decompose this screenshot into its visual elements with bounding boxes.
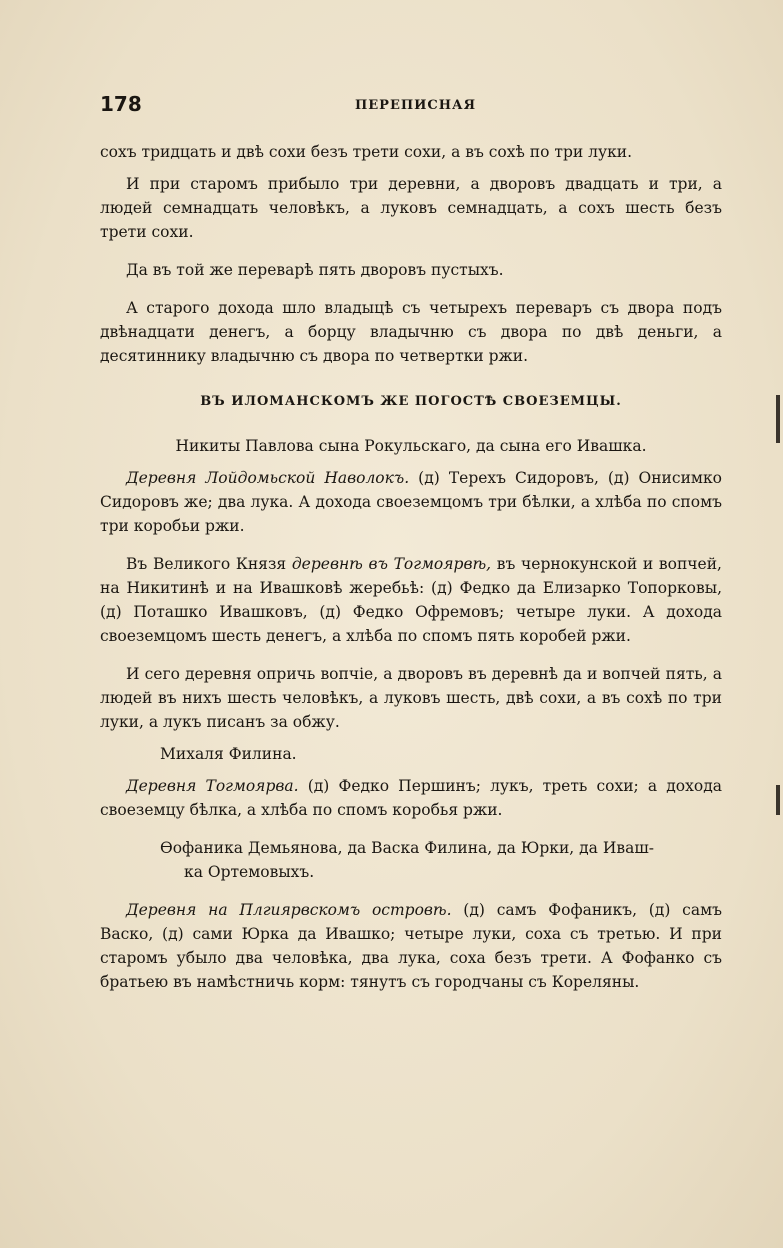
page-body — [100, 140, 722, 1008]
paragraph: И при старомъ прибыло три деревни, а дворовъ двадцать и три, а людей семнадцать человѣкъ, а луковъ семнадцать, а сохъ шесть безъ трети сохи. — [100, 175, 722, 241]
paragraph-text: (д) самъ Фофаникъ, (д) самъ Васко, (д) сами Юрка да Ивашко; четыре луки, соха съ третью. И при старомъ убыло два человѣка, два лука, соха безъ трети. А Фофанко съ братьею въ намѣстничь корм: тянутъ съ городчаны съ Кореляны. — [100, 901, 722, 991]
paragraph: сохъ тридцать и двѣ сохи безъ трети сохи, а въ сохѣ по три луки. — [100, 143, 633, 161]
paragraph-lead: Въ Великого Князя — [126, 555, 292, 573]
owner-line: Михаля Филина. — [160, 745, 297, 763]
paragraph — [100, 774, 722, 822]
paragraph: А старого дохода шло владыцѣ съ четырехъ переваръ съ двора подъ двѣнадцати денегъ, а борцу владычню съ двора по двѣ деньги, а десятиннику владычню съ двора по четвертки ржи. — [100, 299, 722, 365]
place-name: деревнѣ въ Тогмоярвѣ, — [291, 555, 492, 573]
place-name: Деревня на Плгиярвскомъ островѣ. — [126, 901, 452, 919]
page-edge-mark — [776, 395, 780, 443]
running-head: ПЕРЕПИСНАЯ — [355, 98, 477, 113]
paragraph-text: (д) Федко Першинъ; лукъ, треть сохи; а дохода своеземцу бѣлка, а хлѣба по спомъ коробья ржи. — [100, 777, 722, 819]
page-number: 178 — [100, 92, 142, 116]
owner-line — [160, 836, 722, 884]
paragraph — [100, 898, 722, 994]
paragraph — [100, 466, 722, 538]
place-name: Деревня Тогмоярва. — [126, 777, 299, 795]
section-heading: ВЪ ИЛОМАНСКОМЪ ЖЕ ПОГОСТѢ СВОЕЗЕМЦЫ. — [200, 394, 622, 409]
page-edge-mark — [776, 785, 780, 815]
owner-line-1: Ѳофаника Демьянова, да Васка Филина, да Юрки, да Иваш- — [160, 839, 654, 857]
paragraph: И сего деревня опричь вопчіе, а дворовъ въ деревнѣ да и вопчей пять, а людей въ нихъ шесть человѣкъ, а луковъ шесть, двѣ сохи, а въ сохѣ по три луки, а лукъ писанъ за обжу. — [100, 665, 722, 731]
place-name: Деревня Лойдомьской Наволокъ. — [126, 469, 410, 487]
paragraph — [100, 552, 722, 648]
paragraph-text: въ чернокунской и вопчей, на Никитинѣ и на Ивашковѣ жеребьѣ: (д) Федко да Елизарко Топорковы, (д) Поташко Ивашковъ, (д) Федко Офремовъ; четыре луки. А дохода своеземцомъ шесть денегъ, а хлѣба по спомъ пять коробей ржи. — [100, 555, 722, 645]
page-header — [100, 92, 720, 122]
paragraph-text: (д) Терехъ Сидоровъ, (д) Онисимко Сидоровъ же; два лука. А дохода своеземцомъ три бѣлки, а хлѣба по спомъ три коробьи ржи. — [100, 469, 722, 535]
owner-line-2: ка Ортемовыхъ. — [184, 863, 315, 881]
paragraph: Да въ той же переварѣ пять дворовъ пустыхъ. — [126, 261, 504, 279]
owner-line: Никиты Павлова сына Рокульскаго, да сына его Ивашка. — [175, 437, 647, 455]
